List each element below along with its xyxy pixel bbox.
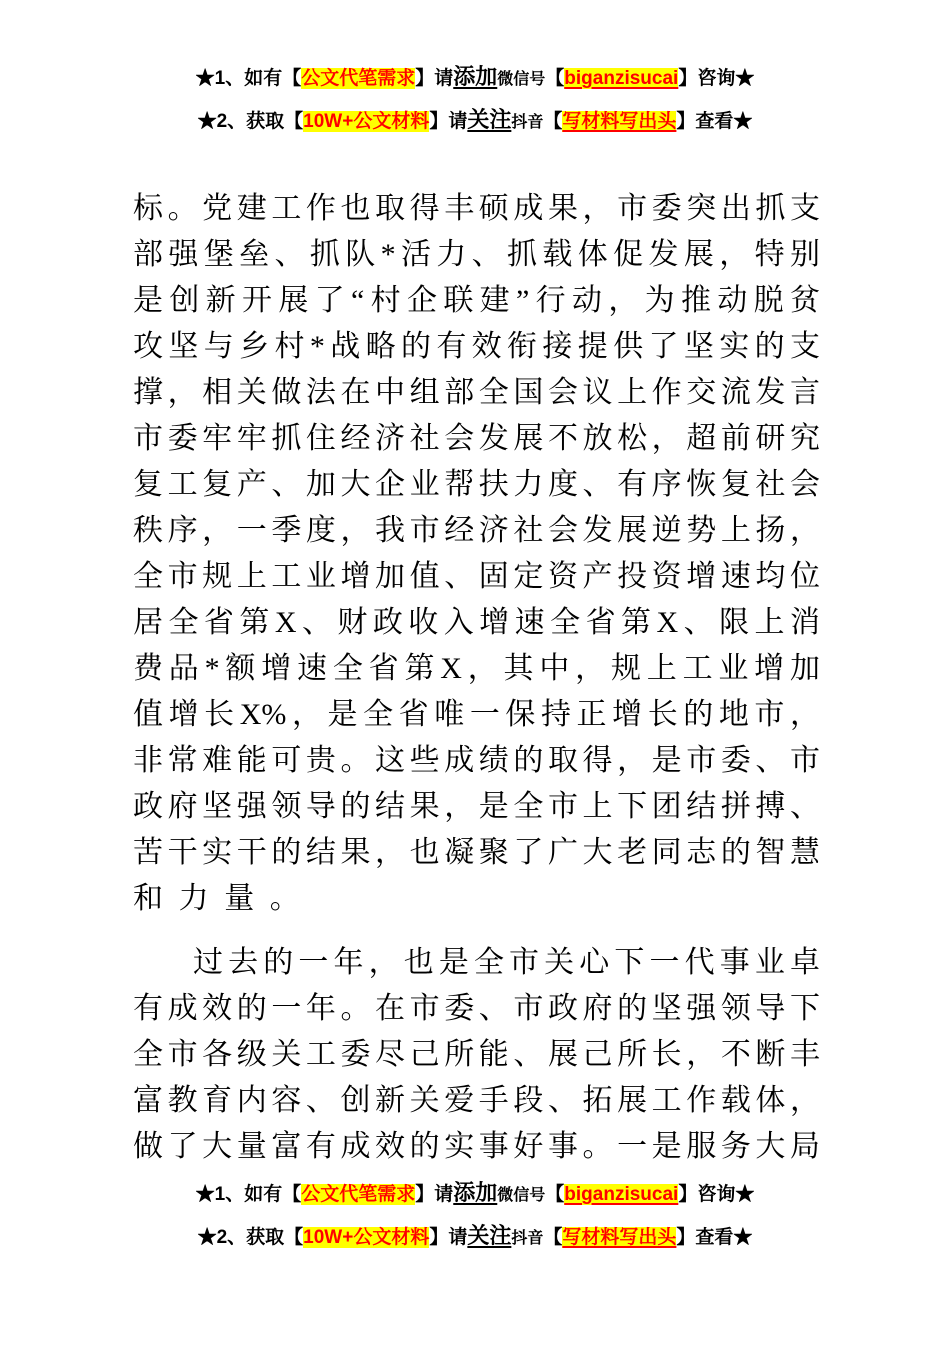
body-line: 苦干实干的结果，也凝聚了广大老同志的智慧 [133, 836, 820, 869]
body-line: 市委牢牢抓住经济社会发展不放松，超前研究 [133, 422, 820, 455]
promo-segment: ★2、获取【 [197, 1227, 304, 1248]
body-line: 和力量。 [133, 882, 316, 915]
promo-line-2 [0, 1223, 950, 1252]
body-line: 攻坚与乡村*战略的有效衔接提供了坚实的支 [133, 330, 820, 363]
promo-segment: 抖音 [511, 1230, 544, 1247]
promo-segment: 关注 [467, 107, 512, 132]
document-body [133, 186, 820, 1170]
promo-segment: ★2、获取【 [197, 111, 304, 132]
promo-segment: 公文代笔需求 [301, 68, 416, 89]
promo-segment: 】查看★ [676, 111, 753, 132]
body-line: 居全省第X、财政收入增速全省第X、限上消 [133, 606, 820, 639]
promo-segment: 写材料写出头 [562, 111, 677, 132]
body-line: 是创新开展了“村企联建”行动，为推动脱贫 [133, 284, 820, 317]
promo-segment: 】请 [429, 1227, 468, 1248]
promo-segment: 10W+公文材料 [303, 111, 430, 132]
promo-segment: 【 [543, 111, 563, 132]
body-line: 过去的一年，也是全市关心下一代事业卓 [193, 946, 820, 979]
promo-segment: ★1、如有【 [195, 68, 302, 89]
promo-line-2 [0, 107, 950, 136]
body-line: 全市各级关工委尽己所能、展己所长，不断丰 [133, 1038, 820, 1071]
promo-segment: 】请 [429, 111, 468, 132]
body-line: 全市规上工业增加值、固定资产投资增速均位 [133, 560, 820, 593]
body-line: 费品*额增速全省第X，其中，规上工业增加 [133, 652, 820, 685]
body-line: 有成效的一年。在市委、市政府的坚强领导下 [133, 992, 820, 1025]
promo-segment: biganzisucai [564, 68, 679, 89]
promo-segment: 】咨询★ [678, 1184, 755, 1205]
promo-segment: 写材料写出头 [562, 1227, 677, 1248]
paragraph [133, 940, 820, 1170]
promo-segment: biganzisucai [564, 1184, 679, 1205]
body-line: 政府坚强领导的结果，是全市上下团结拼搏、 [133, 790, 820, 823]
promo-segment: 关注 [467, 1223, 512, 1248]
promo-banner-top [0, 64, 950, 150]
promo-line-1 [0, 1180, 950, 1209]
promo-segment: ★1、如有【 [195, 1184, 302, 1205]
body-line: 秩序，一季度，我市经济社会发展逆势上扬， [133, 514, 820, 547]
promo-banner-bottom [0, 1180, 950, 1266]
promo-segment: 】请 [415, 1184, 454, 1205]
body-line: 撑，相关做法在中组部全国会议上作交流发言 [133, 376, 820, 409]
body-line: 非常难能可贵。这些成绩的取得，是市委、市 [133, 744, 820, 777]
promo-segment: 微信号 [497, 1187, 546, 1204]
promo-segment: 【 [543, 1227, 563, 1248]
body-line: 富教育内容、创新关爱手段、拓展工作载体， [133, 1084, 820, 1117]
promo-segment: 公文代笔需求 [301, 1184, 416, 1205]
promo-segment: 】咨询★ [678, 68, 755, 89]
promo-line-1 [0, 64, 950, 93]
body-line: 做了大量富有成效的实事好事。一是服务大局 [133, 1130, 820, 1163]
body-line: 复工复产、加大企业帮扶力度、有序恢复社会 [133, 468, 820, 501]
promo-segment: 】请 [415, 68, 454, 89]
promo-segment: 抖音 [511, 114, 544, 131]
promo-segment: 【 [545, 68, 565, 89]
promo-segment: 微信号 [497, 71, 546, 88]
promo-segment: 添加 [453, 64, 498, 89]
promo-segment: 】查看★ [676, 1227, 753, 1248]
promo-segment: 10W+公文材料 [303, 1227, 430, 1248]
body-line: 部强堡垒、抓队*活力、抓载体促发展，特别 [133, 238, 820, 271]
body-line: 值增长X%，是全省唯一保持正增长的地市， [133, 698, 820, 731]
paragraph [133, 186, 820, 922]
promo-segment: 【 [545, 1184, 565, 1205]
promo-segment: 添加 [453, 1180, 498, 1205]
body-line: 标。党建工作也取得丰硕成果，市委突出抓支 [133, 192, 820, 225]
